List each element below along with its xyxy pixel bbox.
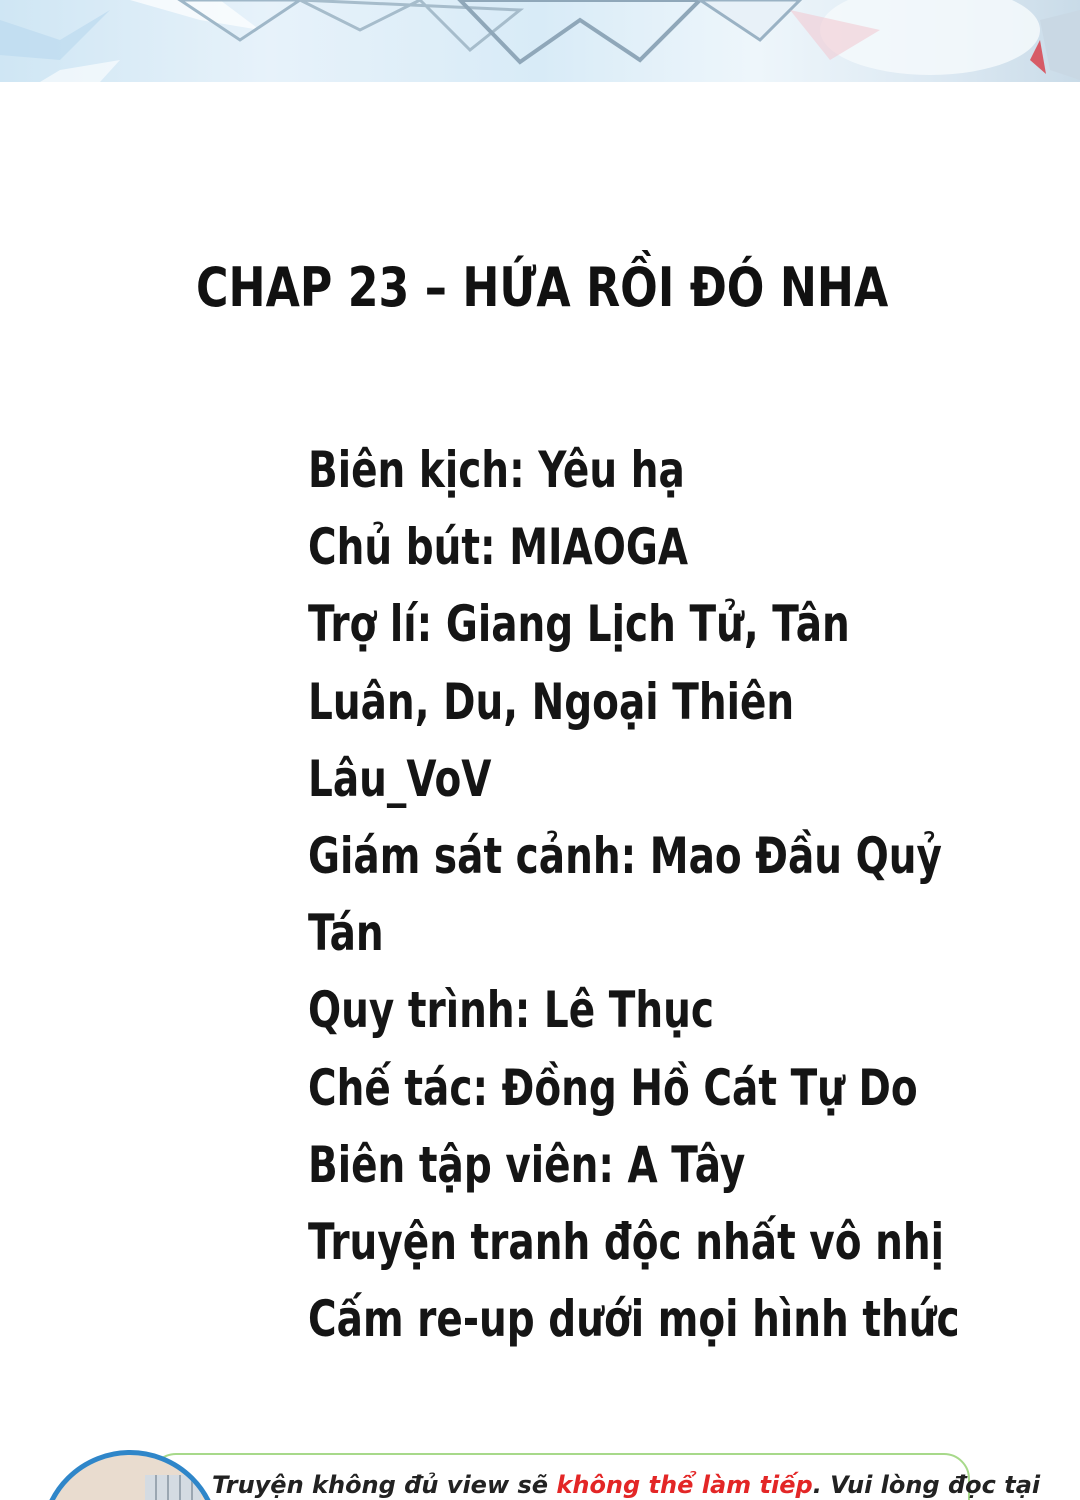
credit-line: Biên kịch: Yêu hạ [308, 441, 685, 499]
chapter-title: CHAP 23 – HỨA RỒI ĐÓ NHA [196, 256, 889, 319]
notice-banner [0, 1440, 1080, 1500]
notice-text-end: . Vui lòng đọc tại [812, 1471, 1041, 1499]
notice-text-start: Truyện không đủ view sẽ [212, 1471, 557, 1499]
credit-line: Biên tập viên: A Tây [308, 1135, 746, 1194]
decorative-crystal-art [0, 0, 1080, 82]
credit-line: Tán [308, 904, 384, 963]
top-artwork-strip [0, 0, 1080, 82]
credit-line: Truyện tranh độc nhất vô nhị [308, 1212, 945, 1271]
credit-line: Trợ lí: Giang Lịch Tử, Tân [308, 595, 850, 654]
credits-list [308, 432, 1028, 1358]
credit-line: Giám sát cảnh: Mao Đầu Quỷ [308, 826, 942, 885]
credit-line: Lâu_VoV [308, 749, 492, 808]
credit-line: Quy trình: Lê Thục [308, 981, 715, 1040]
credit-line: Luân, Du, Ngoại Thiên [308, 672, 795, 731]
notice-text [212, 1468, 1040, 1500]
notice-text-highlight: không thể làm tiếp [556, 1471, 813, 1499]
avatar-background-window [145, 1475, 201, 1500]
credit-line: Chủ bút: MIAOGA [308, 518, 689, 577]
credit-line: Cấm re-up dưới mọi hình thức [308, 1290, 960, 1349]
credit-line: Chế tác: Đồng Hồ Cát Tự Do [308, 1058, 918, 1117]
